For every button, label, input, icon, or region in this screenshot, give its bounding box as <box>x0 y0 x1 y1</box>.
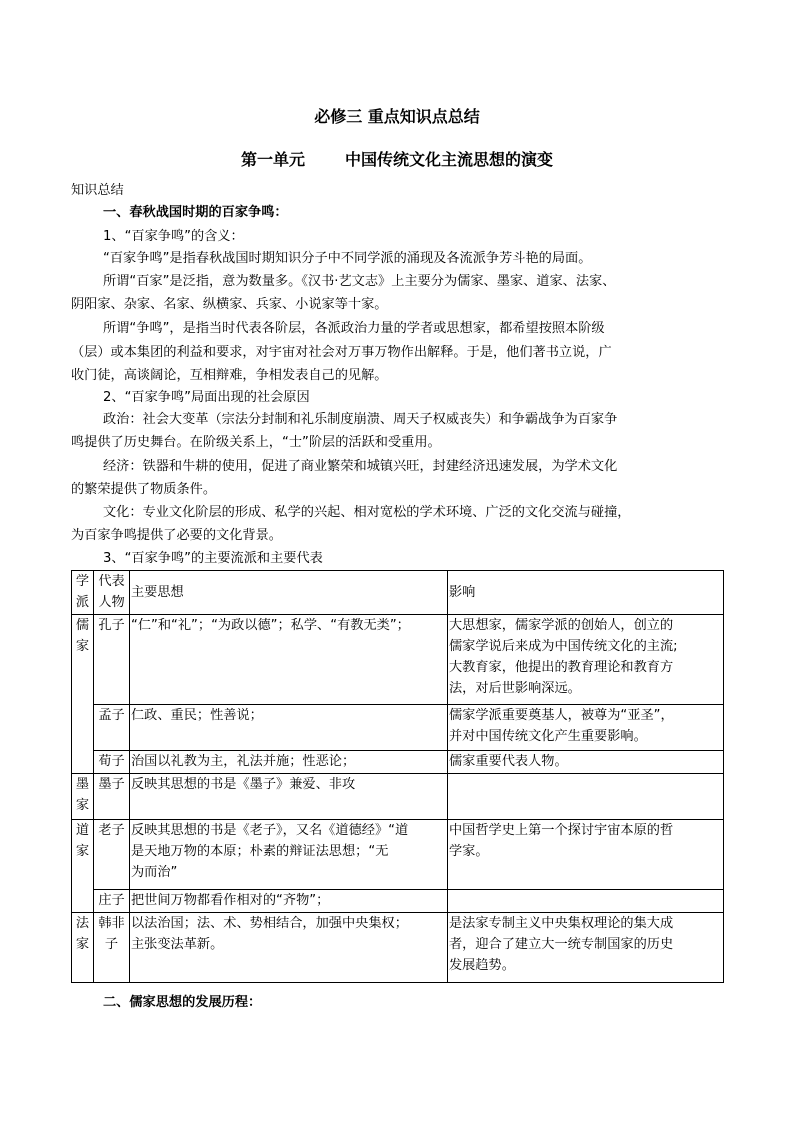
person-cell: 老子 <box>94 820 130 890</box>
paragraph-line: 收门徒，高谈阔论，互相辩难，争相发表自己的见解。 <box>71 368 388 383</box>
paragraph-line: （层）或本集团的利益和要求，对宇宙对社会对万事万物作出解释。于是，他们著书立说，广 <box>71 345 612 360</box>
heading-2: 二、儒家思想的发展历程： <box>103 995 262 1010</box>
document-title: 必修三 重点知识点总结 <box>314 107 480 126</box>
table-header-row <box>72 571 724 615</box>
unit-heading <box>0 147 794 170</box>
subheading-1: 1、“百家争鸣”的含义： <box>103 229 244 244</box>
school-cell: 儒 家 <box>72 615 94 774</box>
table-row <box>72 820 724 890</box>
thought-cell: 治国以礼教为主，礼法并施；性恶论； <box>130 751 448 774</box>
table-row <box>72 913 724 983</box>
unit-title: 第一单元 <box>240 150 305 169</box>
table-row <box>72 774 724 820</box>
table-row <box>72 890 724 913</box>
subheading-2: 2、“百家争鸣”局面出现的社会原因 <box>103 390 310 405</box>
paragraph-line: 所谓“百家”是泛指，意为数量多。《汉书·艺文志》上主要分为儒家、墨家、道家、法家、 <box>103 274 616 289</box>
thought-cell: 仁政、重民；性善说； <box>130 705 448 751</box>
influence-cell: 中国哲学史上第一个探讨宇宙本原的哲 学家。 <box>448 820 724 890</box>
person-cell: 孟子 <box>94 705 130 751</box>
person-cell: 墨子 <box>94 774 130 820</box>
header-thought: 主要思想 <box>130 571 448 615</box>
paragraph-line: “百家争鸣”是指春秋战国时期知识分子中不同学派的涌现及各流派争芳斗艳的局面。 <box>103 251 592 266</box>
subheading-3: 3、“百家争鸣”的主要流派和主要代表 <box>103 551 323 566</box>
paragraph-line: 所谓“争鸣”，是指当时代表各阶层，各派政治力量的学者或思想家，都希望按照本阶级 <box>103 321 605 336</box>
paragraph-line: 文化：专业文化阶层的形成、私学的兴起、相对宽松的学术环境、广泛的文化交流与碰撞， <box>103 505 631 520</box>
unit-subtitle: 中国传统文化主流思想的演变 <box>345 150 554 169</box>
influence-cell: 大思想家，儒家学派的创始人，创立的 儒家学说后来成为中国传统文化的主流; 大教育家，他提出的教育理论和教育方 法，对后世影响深远。 <box>448 615 724 705</box>
influence-cell <box>448 774 724 820</box>
person-cell: 荀子 <box>94 751 130 774</box>
person-cell: 孔子 <box>94 615 130 705</box>
table-row <box>72 615 724 705</box>
school-cell: 墨 家 <box>72 774 94 820</box>
person-cell: 庄子 <box>94 890 130 913</box>
paragraph-line: 的繁荣提供了物质条件。 <box>71 482 217 497</box>
thought-cell: “仁”和“礼”；“为政以德”；私学、“有教无类”； <box>130 615 448 705</box>
table-row <box>72 705 724 751</box>
header-influence: 影响 <box>448 571 724 615</box>
thought-cell: 反映其思想的书是《墨子》兼爱、非攻 <box>130 774 448 820</box>
influence-cell: 儒家重要代表人物。 <box>448 751 724 774</box>
section-label: 知识总结 <box>71 183 124 198</box>
school-cell: 道 家 <box>72 820 94 913</box>
thought-cell: 反映其思想的书是《老子》，又名《道德经》“道 是天地万物的本原；朴素的辩证法思想；“无 为而治” <box>130 820 448 890</box>
influence-cell: 儒家学派重要奠基人，被尊为“亚圣”， 并对中国传统文化产生重要影响。 <box>448 705 724 751</box>
influence-cell: 是法家专制主义中央集权理论的集大成 者，迎合了建立大一统专制国家的历史 发展趋势。 <box>448 913 724 983</box>
person-cell: 韩非 子 <box>94 913 130 983</box>
influence-cell <box>448 890 724 913</box>
header-school: 学 派 <box>72 571 94 615</box>
school-cell: 法 家 <box>72 913 94 983</box>
table-row <box>72 751 724 774</box>
paragraph-line: 鸣提供了历史舞台。在阶级关系上，“士”阶层的活跃和受重用。 <box>71 435 441 450</box>
thought-cell: 把世间万物都看作相对的“齐物”； <box>130 890 448 913</box>
thought-cell: 以法治国；法、术、势相结合，加强中央集权； 主张变法革新。 <box>130 913 448 983</box>
header-person: 代表 人物 <box>94 571 130 615</box>
heading-1: 一、春秋战国时期的百家争鸣： <box>103 205 288 220</box>
paragraph-line: 经济：铁器和牛耕的使用，促进了商业繁荣和城镇兴旺，封建经济迅速发展，为学术文化 <box>103 459 618 474</box>
schools-table <box>71 570 724 983</box>
paragraph-line: 政治：社会大变革（宗法分封制和礼乐制度崩溃、周天子权威丧失）和争霸战争为百家争 <box>103 412 618 427</box>
paragraph-line: 为百家争鸣提供了必要的文化背景。 <box>71 528 282 543</box>
paragraph-line: 阴阳家、杂家、名家、纵横家、兵家、小说家等十家。 <box>71 297 388 312</box>
